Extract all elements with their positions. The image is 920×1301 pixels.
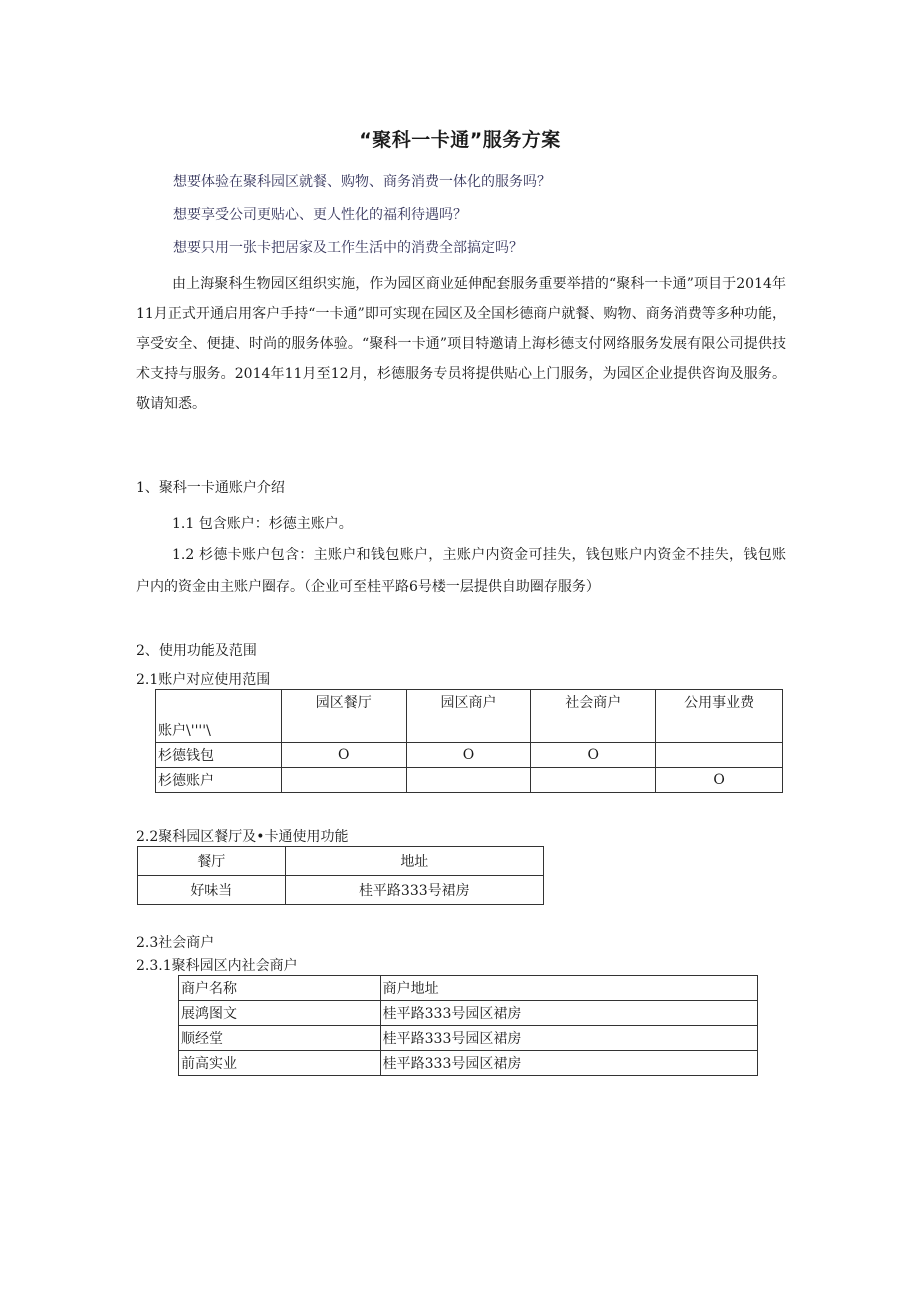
table-cell: 桂平路333号裙房 [285,876,543,905]
column-header: 社会商户 [531,690,656,743]
question-2: 想要享受公司更贴心、更人性化的福利待遇吗？ [173,207,467,223]
table-cell: O [281,743,406,768]
column-header: 商户名称 [179,976,381,1001]
page-title: “聚科一卡通”服务方案 [359,129,561,151]
row-label: 杉德钱包 [156,743,282,768]
column-header: 商户地址 [380,976,757,1001]
table-header-row [179,976,758,1001]
section-2-heading: 2、使用功能及范围 [136,643,257,659]
section-1-heading: 1、聚科一卡通账户介绍 [136,480,285,496]
column-header: 公用事业费 [656,690,783,743]
table-cell [406,768,531,793]
table-cell [531,768,656,793]
intro-paragraph: 由上海聚科生物园区组织实施，作为园区商业延伸配套服务重要举措的“聚科一卡通”项目于2014年11月正式开通启用客户手持“一卡通”即可实现在园区及全国杉德商户就餐、购物、商务消费等多种功能，享受安全、便捷、时尚的服务体验。“聚科一卡通”项目特邀请上海杉德支付网络服务发展有限公司提供技术支持与服务。2014年11月至12月，杉德服务专员将提供贴心上门服务，为园区企业提供咨询及服务。敬请知悉。 [136,276,786,412]
restaurant-table [137,846,544,905]
table-row [179,1051,758,1076]
section-2-1-heading: 2.1账户对应使用范围 [136,672,271,688]
table-cell: 前高实业 [179,1051,381,1076]
table-row [138,876,544,905]
question-3: 想要只用一张卡把居家及工作生活中的消费全部搞定吗？ [173,240,523,256]
table-cell: 展鸿图文 [179,1001,381,1026]
table-cell [656,743,783,768]
table-cell: 好味当 [138,876,286,905]
column-header: 餐厅 [138,847,286,876]
merchant-table [178,975,758,1076]
section-2-2-heading: 2.2聚科园区餐厅及•卡通使用功能 [136,829,349,845]
table-row [156,768,783,793]
table-cell: 桂平路333号园区裙房 [380,1051,757,1076]
table-row [179,1026,758,1051]
column-header: 园区餐厅 [281,690,406,743]
table-header-row [156,690,783,743]
table-cell: 桂平路333号园区裙房 [380,1001,757,1026]
table-cell: O [656,768,783,793]
column-header: 地址 [285,847,543,876]
section-1-item-2: 1.2 杉德卡账户包含：主账户和钱包账户，主账户内资金可挂失，钱包账户内资金不挂失，钱包账户内的资金由主账户圈存。（企业可至桂平路6号楼一层提供自助圈存服务） [136,547,786,595]
table-cell: O [406,743,531,768]
table-row [156,743,783,768]
table-header-row [138,847,544,876]
table-row [179,1001,758,1026]
table-cell [281,768,406,793]
table-corner-cell: 账户\''''\ [156,690,282,743]
table-cell: 桂平路333号园区裙房 [380,1026,757,1051]
section-1-item-1: 1.1 包含账户：杉德主账户。 [172,516,353,532]
section-2-3-heading: 2.3社会商户 [136,935,215,951]
table-cell: O [531,743,656,768]
section-2-3-1-heading: 2.3.1聚科园区内社会商户 [136,958,298,974]
column-header: 园区商户 [406,690,531,743]
row-label: 杉德账户 [156,768,282,793]
question-1: 想要体验在聚科园区就餐、购物、商务消费一体化的服务吗？ [173,174,551,190]
table-cell: 顺经堂 [179,1026,381,1051]
usage-scope-table [155,689,783,793]
